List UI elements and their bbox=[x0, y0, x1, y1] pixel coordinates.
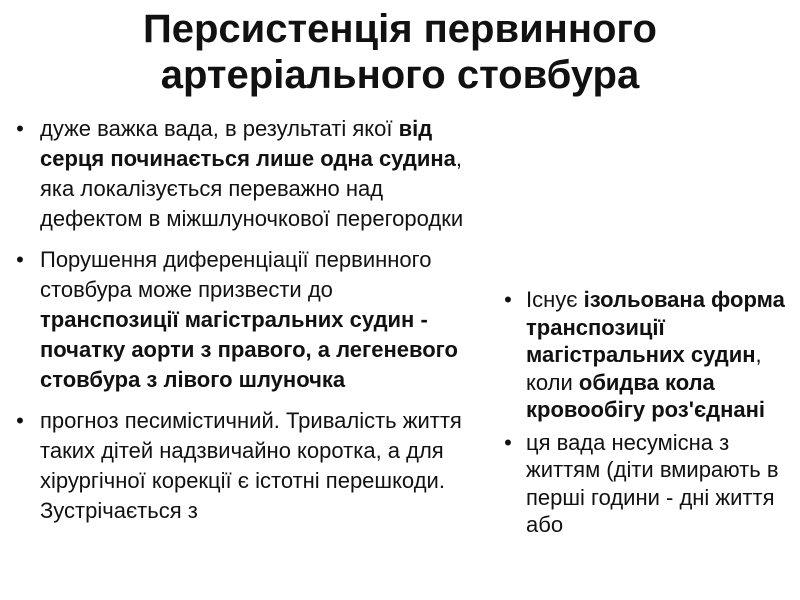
item-text-bold: обидва кола кровообігу роз'єднані bbox=[526, 369, 766, 422]
item-text: , яка локалізується переважно над дефектом в міжшлуночкової перегородки bbox=[40, 146, 464, 231]
list-item bbox=[10, 406, 476, 526]
title-line-2: артеріального стовбура bbox=[160, 53, 640, 97]
bullet-icon: • bbox=[504, 287, 512, 312]
item-text-bold: транспозиції магістральних судин - початку аорти з правого, а легеневого стовбура з лівого шлуночка bbox=[40, 307, 458, 392]
list-item bbox=[10, 114, 476, 234]
bullet-icon: • bbox=[504, 429, 512, 455]
left-bullet-list bbox=[10, 114, 476, 537]
bullet-icon: • bbox=[16, 408, 24, 433]
list-item bbox=[10, 245, 476, 395]
right-bullet-list bbox=[498, 286, 798, 544]
bullet-icon: • bbox=[16, 247, 24, 272]
item-text-bold: від серця починається лише одна судина bbox=[40, 116, 456, 171]
item-text: ця вада несумісна з життям (діти вмирають в перші години - дні життя або bbox=[526, 429, 779, 537]
list-item bbox=[498, 286, 798, 424]
title-line-1: Персистенція первинного bbox=[142, 7, 657, 51]
item-text: , коли bbox=[526, 342, 762, 395]
bullet-icon: • bbox=[16, 116, 24, 141]
item-text-bold: ізольована форма транспозиції магістральних судин bbox=[526, 287, 785, 367]
item-text: дуже важка вада, в результаті якої bbox=[40, 116, 399, 141]
item-text: Порушення диференціації первинного стовбура може призвести до bbox=[40, 247, 432, 302]
list-item bbox=[498, 429, 798, 539]
item-text: Існує bbox=[526, 287, 584, 312]
item-text: прогноз песимістичний. Тривалість життя таких дітей надзвичайно коротка, а для хірургічної корекції є істотні перешкоди. Зустрічається з bbox=[40, 408, 462, 523]
slide-title bbox=[0, 6, 800, 98]
